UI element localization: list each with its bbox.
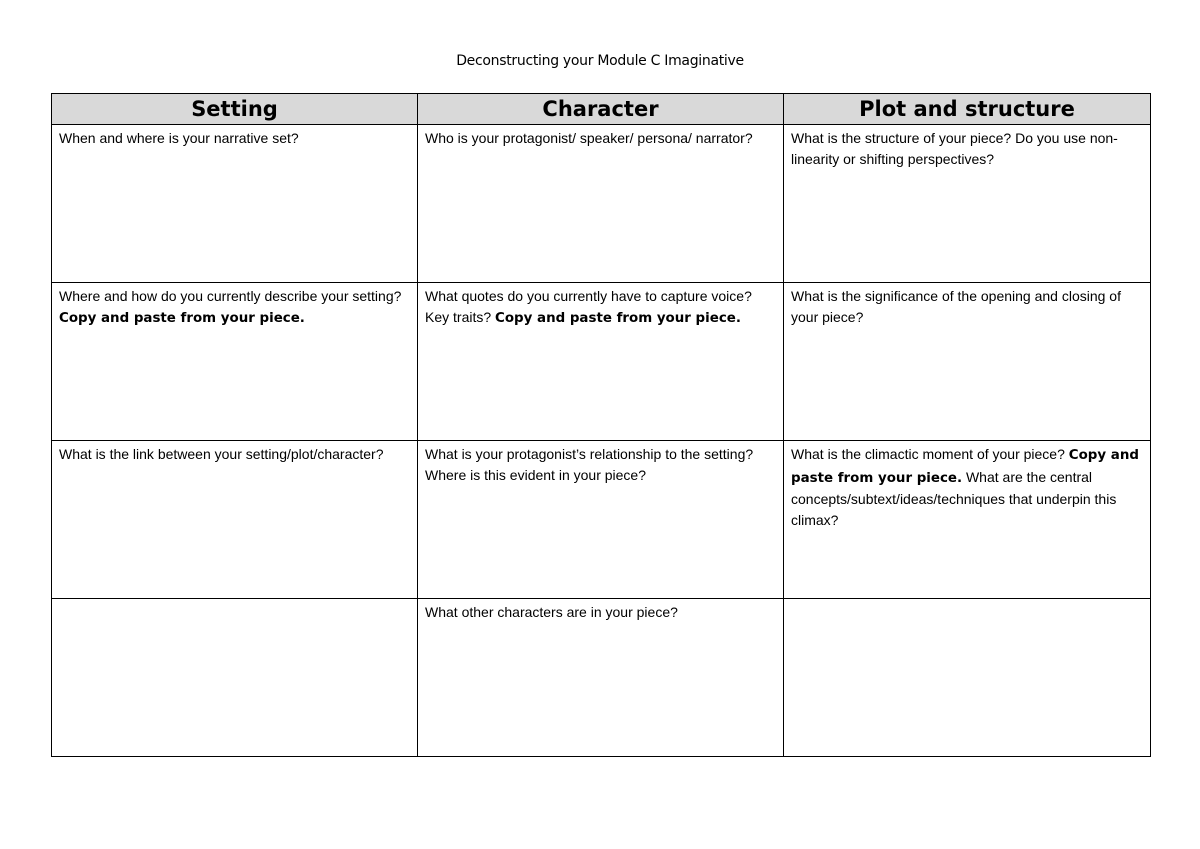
cell-text: What is the link between your setting/plot/character? — [59, 446, 384, 462]
cell-text-emphasis: Copy and paste from your piece. — [59, 310, 305, 326]
column-header-setting: Setting — [52, 94, 418, 125]
table-cell[interactable] — [784, 125, 1151, 283]
worksheet-table — [51, 93, 1151, 757]
table-row — [52, 283, 1151, 441]
cell-text-emphasis: Copy and paste from your piece. — [495, 310, 741, 326]
document-title: Deconstructing your Module C Imaginative — [456, 53, 744, 69]
cell-text: What other characters are in your piece? — [425, 604, 678, 620]
cell-text: What is your protagonist’s relationship to the setting? Where is this evident in your piece? — [425, 446, 754, 483]
cell-text-emphasis: Copy and paste from your piece. — [791, 448, 1139, 486]
table-cell[interactable] — [418, 599, 784, 757]
cell-text: When and where is your narrative set? — [59, 130, 299, 146]
table-cell[interactable] — [784, 441, 1151, 599]
cell-text: What is the significance of the opening and closing of your piece? — [791, 288, 1121, 325]
header-row — [52, 94, 1151, 125]
table-cell[interactable] — [418, 441, 784, 599]
table-row — [52, 125, 1151, 283]
table-cell[interactable] — [418, 125, 784, 283]
table-cell[interactable] — [52, 283, 418, 441]
cell-text: What are the central concepts/subtext/ideas/techniques that underpin this climax? — [791, 468, 1117, 528]
cell-text: What quotes do you currently have to capture voice? Key traits? — [425, 288, 752, 325]
cell-text: Where and how do you currently describe your setting? — [59, 288, 402, 304]
column-header-character: Character — [418, 94, 784, 125]
table-cell[interactable] — [52, 441, 418, 599]
table-cell[interactable] — [52, 125, 418, 283]
table-cell[interactable] — [418, 283, 784, 441]
cell-text: What is the structure of your piece? Do you use non-linearity or shifting perspectives? — [791, 130, 1118, 167]
column-header-plot-and-structure: Plot and structure — [784, 94, 1151, 125]
table-cell[interactable] — [52, 599, 418, 757]
table-row — [52, 441, 1151, 599]
table-cell[interactable] — [784, 599, 1151, 757]
table-row — [52, 599, 1151, 757]
table-cell[interactable] — [784, 283, 1151, 441]
cell-text: What is the climactic moment of your piece? — [791, 446, 1069, 462]
cell-text: Who is your protagonist/ speaker/ persona/ narrator? — [425, 130, 753, 146]
